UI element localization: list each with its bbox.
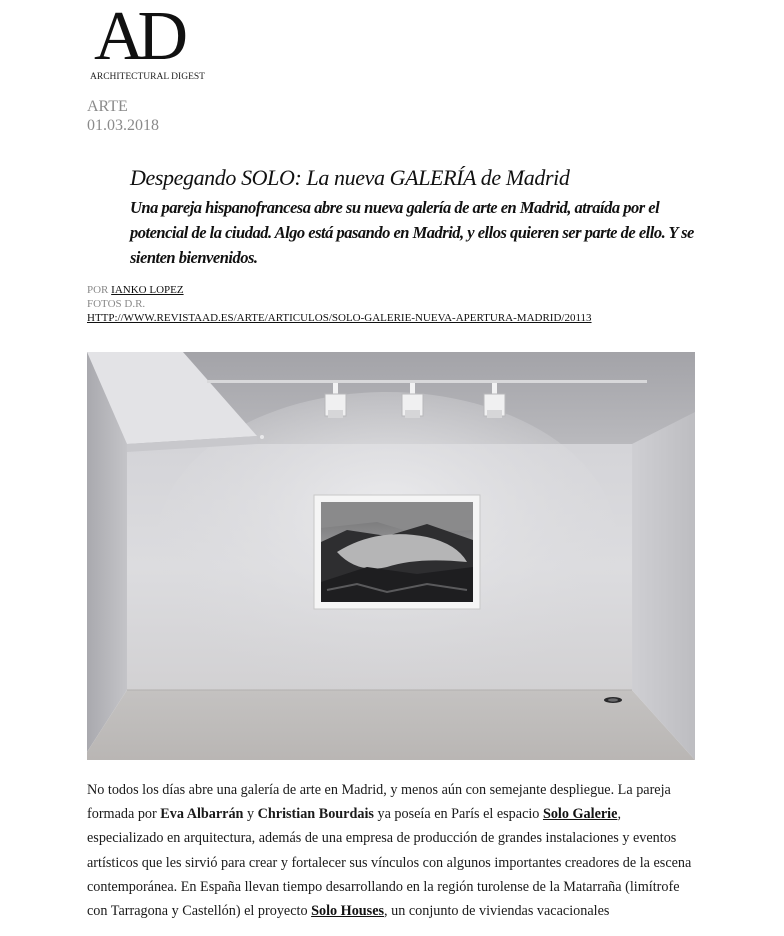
body-text-segment: y (243, 806, 258, 823)
body-text-segment: , especializado en arquitectura, además de una empresa de producción de grandes instalaciones y eventos artísticos que les sirvió para crear y fortalecer sus vínculos con algunos importantes creadores de la escena contemporánea. En España llevan tiempo desarrollando en la región turolense de la Matarraña (limítrofe con Tarragona y Castellón) el proyecto (87, 806, 692, 920)
article-body (87, 778, 699, 923)
author-link[interactable]: IANKO LOPEZ (111, 284, 184, 296)
photo-credit: FOTOS D.R. (87, 298, 146, 310)
publish-date: 01.03.2018 (87, 117, 159, 134)
body-text-segment: No todos los días abre una galería de arte en Madrid, y menos aún con semejante despliegue. La pareja formada por (87, 782, 671, 823)
article-title: Despegando SOLO: La nueva GALERÍA de Madrid (130, 165, 570, 190)
logo-mark: AD (94, 0, 182, 75)
source-url-link[interactable]: HTTP://WWW.REVISTAAD.ES/ARTE/ARTICULOS/SOLO-GALERIE-NUEVA-APERTURA-MADRID/20113 (87, 312, 592, 324)
byline (87, 283, 184, 297)
logo-wordmark: ARCHITECTURAL DIGEST (90, 72, 205, 82)
gallery-photo (87, 352, 695, 760)
person-name: Eva Albarrán (160, 806, 244, 823)
floor-light-icon (604, 697, 622, 703)
body-text-segment: ya poseía en París el espacio (373, 806, 543, 823)
section-label[interactable]: ARTE (87, 98, 128, 115)
body-paragraph (87, 778, 699, 923)
person-name: Christian Bourdais (257, 806, 374, 823)
artwork (314, 495, 480, 609)
article-dek: Una pareja hispanofrancesa abre su nueva galería de arte en Madrid, atraída por el potencial de la ciudad. Algo está pasando en Madrid, y ellos quieren ser parte de ello. Y se sienten bienvenidos. (130, 198, 694, 267)
body-text-segment: , un conjunto de viviendas vacacionales (384, 903, 610, 920)
byline-prefix: POR (87, 284, 109, 296)
solo-galerie-link[interactable]: Solo Galerie (542, 806, 618, 823)
ad-logo[interactable] (86, 0, 216, 86)
solo-houses-link[interactable]: Solo Houses (311, 903, 385, 920)
